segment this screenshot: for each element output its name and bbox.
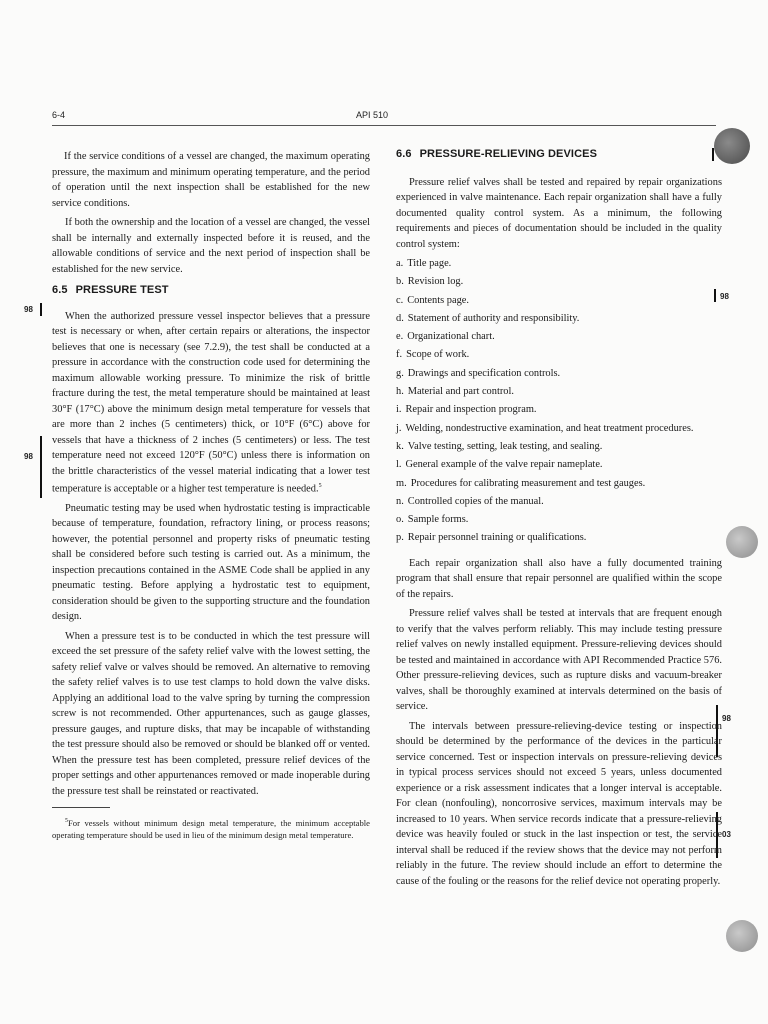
- footnote: $^5$For vessels without minimum design metal temperature, the minimum acceptable operating temperature should be used in lieu of the minimum design metal temperature.: [52, 818, 370, 840]
- list-item-text: Welding, nondestructive examination, and heat treatment procedures.: [405, 422, 694, 434]
- header-rule: [52, 125, 716, 126]
- list-item: [396, 311, 722, 327]
- paragraph-interval-determination: The intervals between pressure-relieving-device testing or inspection should be determined by the performance of the devices in the particular service concerned. Test or inspection intervals on pressure-relieving devices in typical process services should not exceed 5 years, unless documented experience or a risk assessment indicates that a longer interval is acceptable. For clean (nonfouling), noncorrosive services, maximum intervals may be increased to 10 years. When service records indicate that a pressure-relieving device was heavily fouled or stuck in the last inspection or test, the service interval shall be reduced if the review shows that the device may not perform reliably in the future. The review should include an effort to determine the cause of the fouling or the reasons for the relief device not operating properly.: [396, 720, 722, 887]
- list-item: [396, 293, 722, 309]
- list-item-text: Procedures for calibrating measurement and test gauges.: [410, 477, 646, 489]
- list-item-text: Material and part control.: [407, 386, 514, 398]
- list-item: [396, 329, 722, 345]
- list-item-letter: l.: [396, 459, 402, 471]
- paragraph-pneumatic-testing: Pneumatic testing may be used when hydrostatic testing is impracticable because of temperature, foundation, refractory lining, or process reasons; however, the potential personnel and property risks of pneumatic testing shall be considered before such testing is carried out. As a minimum, the inspection precautions contained in the ASME Code shall be applied in any pneumatic testing. Before applying a hydrostatic test to equipment, consideration should be given to the supporting structure and the foundation design.: [52, 502, 370, 623]
- list-item-letter: o.: [396, 514, 404, 526]
- list-item: [396, 402, 722, 418]
- list-item-text: Valve testing, setting, leak testing, and sealing.: [407, 440, 603, 452]
- margin-year-right-p3: 98: [722, 714, 731, 723]
- list-item-text: General example of the valve repair nameplate.: [405, 459, 603, 471]
- list-item: [396, 530, 722, 546]
- quality-control-list: [396, 256, 722, 546]
- footnote-rule: [52, 807, 110, 808]
- margin-year-right-p4: 03: [722, 830, 731, 839]
- list-item-letter: n.: [396, 495, 404, 507]
- margin-year-list: 98: [720, 292, 729, 301]
- list-item: [396, 384, 722, 400]
- list-item-letter: m.: [396, 477, 407, 489]
- list-item: [396, 256, 722, 272]
- paragraph-service-conditions: If the service conditions of a vessel are changed, the maximum operating pressure, the maximum and minimum operating temperature, and the period of operation until the next inspection shall be established for the new service conditions.: [52, 151, 370, 209]
- list-item-letter: g.: [396, 367, 404, 379]
- section-heading-pressure-relieving-devices: [396, 147, 722, 163]
- footnote-ref: 5: [318, 483, 322, 489]
- list-item-text: Repair personnel training or qualifications.: [407, 532, 587, 544]
- list-item: [396, 439, 722, 455]
- paragraph-training-program: Each repair organization shall also have a fully documented training program that shall ensure that repair personnel are qualified within the scope of the repairs.: [396, 557, 722, 600]
- list-item-text: Organizational chart.: [407, 331, 495, 343]
- list-item-text: Title page.: [407, 258, 452, 269]
- paragraph-relief-valve-removal: When a pressure test is to be conducted in which the test pressure will exceed the set pressure of the safety relief valve with the lowest setting, the safety relief valve or valves should be removed. An alternative to removing the safety relief valves is to use test clamps to hold down the valve disks. Applying an additional load to the valve spring by turning the compression screw is not recommended. Other appurtenances, such as gauge glasses, pressure gauges, and rupture disks, that may be incapable of withstanding the test pressure should also be removed or should be blanked off or vented. When the pressure test has been completed, pressure relief devices of the proper settings and other appurtenances removed or made inoperable during the pressure test shall be reinstated or reactivated.: [52, 630, 370, 797]
- list-item-text: Contents page.: [407, 294, 469, 306]
- list-item-text: Drawings and specification controls.: [407, 367, 561, 379]
- list-item-letter: f.: [396, 349, 403, 361]
- left-column: [52, 149, 370, 845]
- list-item-letter: i.: [396, 404, 402, 416]
- list-item: [396, 421, 722, 437]
- list-item: [396, 512, 722, 528]
- section-number: 6.5: [52, 284, 68, 296]
- margin-year-6-5: 98: [24, 305, 33, 314]
- section-title: PRESSURE TEST: [75, 284, 169, 296]
- list-item-text: Repair and inspection program.: [405, 404, 537, 416]
- document-title: API 510: [356, 110, 389, 120]
- paragraph-repair-organizations: Pressure relief valves shall be tested and repaired by repair organizations experienced in valve maintenance. Each repair organization shall have a fully documented quality control system. As a minimum, the following requirements and pieces of documentation should be included in the quality control system:: [396, 176, 722, 250]
- list-item-text: Revision log.: [407, 276, 464, 288]
- margin-year-left-para: 98: [24, 452, 33, 461]
- list-item-text: Sample forms.: [407, 514, 469, 526]
- list-item: [396, 457, 722, 473]
- change-bar-6-5: [40, 303, 42, 316]
- list-item-letter: h.: [396, 386, 404, 398]
- list-item: [396, 494, 722, 510]
- list-item-letter: c.: [396, 294, 404, 306]
- paragraph-ownership-change: If both the ownership and the location of a vessel are changed, the vessel shall be internally and externally inspected before it is reused, and the allowable conditions of service and the next period of inspection shall be established for the new service.: [52, 217, 370, 275]
- list-item: [396, 366, 722, 382]
- punch-hole-bottom: [726, 920, 758, 952]
- list-item-letter: j.: [396, 422, 402, 434]
- list-item-letter: k.: [396, 440, 404, 452]
- list-item: [396, 274, 722, 290]
- list-item-letter: d.: [396, 312, 404, 324]
- right-column: [396, 147, 722, 893]
- list-item-letter: a.: [396, 258, 404, 269]
- list-item-text: Controlled copies of the manual.: [407, 495, 544, 507]
- section-heading-pressure-test: [52, 283, 370, 299]
- list-item-letter: e.: [396, 331, 404, 343]
- page-number: 6-4: [52, 110, 66, 120]
- punch-hole-middle: [726, 526, 758, 558]
- list-item-text: Statement of authority and responsibility.: [407, 312, 580, 324]
- list-item-text: Scope of work.: [406, 349, 470, 361]
- section-number: 6.6: [396, 148, 412, 160]
- list-item-letter: p.: [396, 532, 404, 544]
- list-item: [396, 347, 722, 363]
- paragraph-testing-intervals: Pressure relief valves shall be tested at intervals that are frequent enough to verify that the valves perform reliably. This may include testing pressure relief valves on newly installed equipment. Pressure-relieving devices should be tested and maintained in accordance with API Recommended Practice 576. Other pressure-relieving devices, such as rupture disks and vacuum-breaker valves, shall be thoroughly examined at intervals determined on the basis of service.: [396, 608, 722, 713]
- change-bar-left-para: [40, 436, 42, 498]
- list-item-letter: b.: [396, 276, 404, 288]
- section-title: PRESSURE-RELIEVING DEVICES: [419, 148, 598, 160]
- paragraph-pressure-test: When the authorized pressure vessel inspector believes that a pressure test is necessary or when, after certain repairs or alterations, the inspector believes that one is necessary (see 7.2.9), the test shall be conducted at a pressure in accordance with the construction code used for determining the maximum allowable working pressure. To minimize the risk of brittle fracture during the test, the metal temperature should be maintained at least 30°F (17°C) above the minimum design metal temperature for vessels that are more than 2 inches (5 centimeters) thick, or 10°F (6°C) above for vessels that have a thickness of 2 inches (5 centimeters) or less. The test temperature need not exceed 120°F (50°C) unless there is information on the brittle characteristics of the vessel material indicating that a lower test temperature is acceptable or a higher test temperature is needed.$^5$: [52, 310, 370, 495]
- list-item: [396, 476, 722, 492]
